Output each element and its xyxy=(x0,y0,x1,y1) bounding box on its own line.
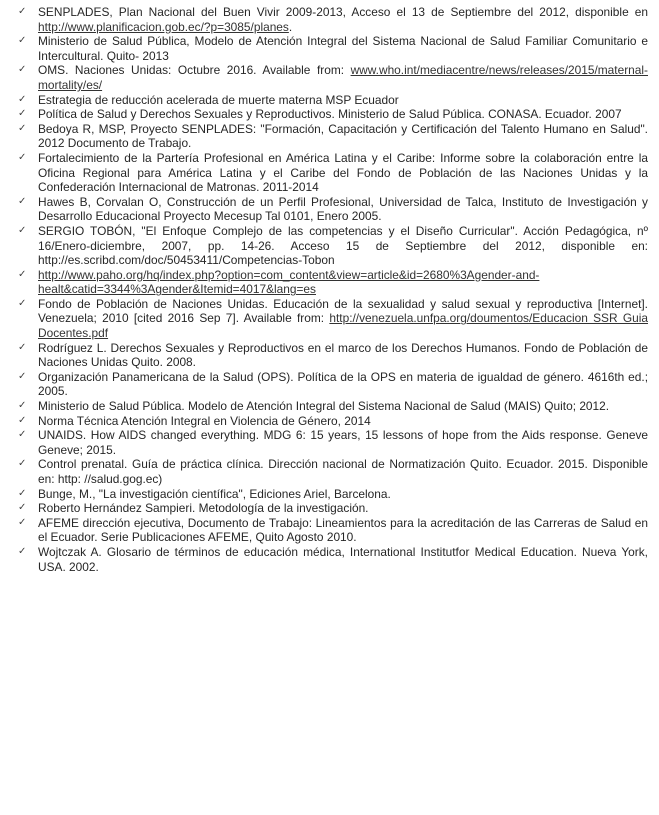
reference-text: Fortalecimiento de la Partería Profesional en América Latina y el Caribe: Informe sobre la colaboración entre la Oficina Regional para América Latina y el Caribe del Fondo de Población de las Naciones Unidas y la Confederación Internacional de Matronas. 2011-2014 xyxy=(38,150,648,195)
reference-link[interactable]: http://www.paho.org/hq/index.php?option=com_content&view=article&id=2680%3Agender-and-healt&catid=3344%3Agender&Itemid=4017&lang=es xyxy=(38,267,540,297)
check-mark-icon: ✓ xyxy=(18,429,27,441)
reference-item xyxy=(18,151,648,195)
reference-list xyxy=(18,5,648,574)
reference-link[interactable]: http://venezuela.unfpa.org/doumentos/Educacion SSR Guia Docentes.pdf xyxy=(38,311,648,341)
reference-item xyxy=(18,268,648,297)
reference-item xyxy=(18,195,648,224)
reference-item xyxy=(18,399,648,414)
check-mark-icon: ✓ xyxy=(18,341,27,353)
reference-item xyxy=(18,487,648,502)
check-mark-icon: ✓ xyxy=(18,502,27,514)
check-mark-icon: ✓ xyxy=(18,93,27,105)
reference-item xyxy=(18,224,648,268)
check-mark-icon: ✓ xyxy=(18,545,27,557)
check-mark-icon: ✓ xyxy=(18,122,27,134)
reference-text: Bunge, M., "La investigación científica", Ediciones Ariel, Barcelona. xyxy=(38,486,391,501)
reference-text: Fondo de Población de Naciones Unidas. Educación de la sexualidad y salud sexual y reproductiva [Internet]. Venezuela; 2010 [cited 2016 Sep 7]. Available from: xyxy=(38,296,648,326)
check-mark-icon: ✓ xyxy=(18,195,27,207)
reference-item xyxy=(18,457,648,486)
reference-link[interactable]: http://www.planificacion.gob.ec/?p=3085/planes xyxy=(38,19,289,34)
check-mark-icon: ✓ xyxy=(18,458,27,470)
reference-text: SERGIO TOBÓN, "El Enfoque Complejo de las competencias y el Diseño Curricular". Acción Pedagógica, nº 16/Enero-diciembre, 2007, pp. 14-26. Acceso 15 de Septiembre del 2012, disponible en: http://es.scribd.com/doc/50453411/Competencias-Tobon xyxy=(38,223,648,268)
reference-item xyxy=(18,93,648,108)
check-mark-icon: ✓ xyxy=(18,224,27,236)
reference-text: Roberto Hernández Sampieri. Metodología de la investigación. xyxy=(38,501,369,516)
check-mark-icon: ✓ xyxy=(18,400,27,412)
reference-item xyxy=(18,428,648,457)
check-mark-icon: ✓ xyxy=(18,64,27,76)
reference-item xyxy=(18,341,648,370)
reference-text: Hawes B, Corvalan O, Construcción de un Perfil Profesional, Universidad de Talca, Instituto de Investigación y Desarrollo Educacional Proyecto Mecesup Tal 0101, Enero 2005. xyxy=(38,194,648,224)
reference-text: Ministerio de Salud Pública, Modelo de Atención Integral del Sistema Nacional de Salud Familiar Comunitario e Intercultural. Quito- 2013 xyxy=(38,34,648,63)
reference-item xyxy=(18,516,648,545)
reference-text: Rodríguez L. Derechos Sexuales y Reproductivos en el marco de los Derechos Humanos. Fondo de Población de Naciones Unidas Quito. 2008. xyxy=(38,340,648,370)
reference-item xyxy=(18,370,648,399)
check-mark-icon: ✓ xyxy=(18,268,27,280)
reference-text: Control prenatal. Guía de práctica clínica. Dirección nacional de Normatización Quito. Ecuador. 2015. Disponible en: http: //salud.gog.ec) xyxy=(38,457,648,486)
reference-text: Estrategia de reducción acelerada de muerte materna MSP Ecuador xyxy=(38,92,399,107)
check-mark-icon: ✓ xyxy=(18,35,27,47)
reference-text: SENPLADES, Plan Nacional del Buen Vivir 2009-2013, Acceso el 13 de Septiembre del 2012, disponible en xyxy=(38,5,648,19)
reference-item xyxy=(18,414,648,429)
check-mark-icon: ✓ xyxy=(18,151,27,163)
reference-item xyxy=(18,63,648,92)
reference-item xyxy=(18,34,648,63)
reference-text: Política de Salud y Derechos Sexuales y Reproductivos. Ministerio de Salud Pública. CONASA. Ecuador. 2007 xyxy=(38,107,622,122)
reference-item xyxy=(18,5,648,34)
check-mark-icon: ✓ xyxy=(18,487,27,499)
reference-item xyxy=(18,501,648,516)
check-mark-icon: ✓ xyxy=(18,6,27,17)
reference-text: Ministerio de Salud Pública. Modelo de Atención Integral del Sistema Nacional de Salud (MAIS) Quito; 2012. xyxy=(38,399,610,414)
reference-link[interactable]: www.who.int/mediacentre/news/releases/2015/maternal-mortality/es/ xyxy=(38,63,648,92)
reference-item xyxy=(18,107,648,122)
reference-text: Bedoya R, MSP, Proyecto SENPLADES: "Formación, Capacitación y Certificación del Talento Humano en Salud". 2012 Documento de Trabajo. xyxy=(38,121,648,151)
reference-text: AFEME dirección ejecutiva, Documento de Trabajo: Lineamientos para la acreditación de las Carreras de Salud en el Ecuador. Serie Publicaciones AFEME, Quito Agosto 2010. xyxy=(38,515,648,545)
reference-text: Norma Técnica Atención Integral en Violencia de Género, 2014 xyxy=(38,413,371,428)
reference-text: . xyxy=(288,19,293,34)
reference-item xyxy=(18,297,648,341)
reference-text: Wojtczak A. Glosario de términos de educación médica, International Institutfor Medical Education. Nueva York, USA. 2002. xyxy=(38,544,648,574)
check-mark-icon: ✓ xyxy=(18,414,27,426)
reference-text: Organización Panamericana de la Salud (OPS). Política de la OPS en materia de igualdad de género. 4616th ed.; 2005. xyxy=(38,369,648,399)
check-mark-icon: ✓ xyxy=(18,516,27,528)
check-mark-icon: ✓ xyxy=(18,370,27,382)
reference-text: UNAIDS. How AIDS changed everything. MDG 6: 15 years, 15 lessons of hope from the Aids response. Geneve Geneve; 2015. xyxy=(38,428,648,457)
check-mark-icon: ✓ xyxy=(18,297,27,309)
check-mark-icon: ✓ xyxy=(18,108,27,120)
reference-text: OMS. Naciones Unidas: Octubre 2016. Available from: xyxy=(38,63,351,78)
reference-item xyxy=(18,545,648,574)
reference-item xyxy=(18,122,648,151)
